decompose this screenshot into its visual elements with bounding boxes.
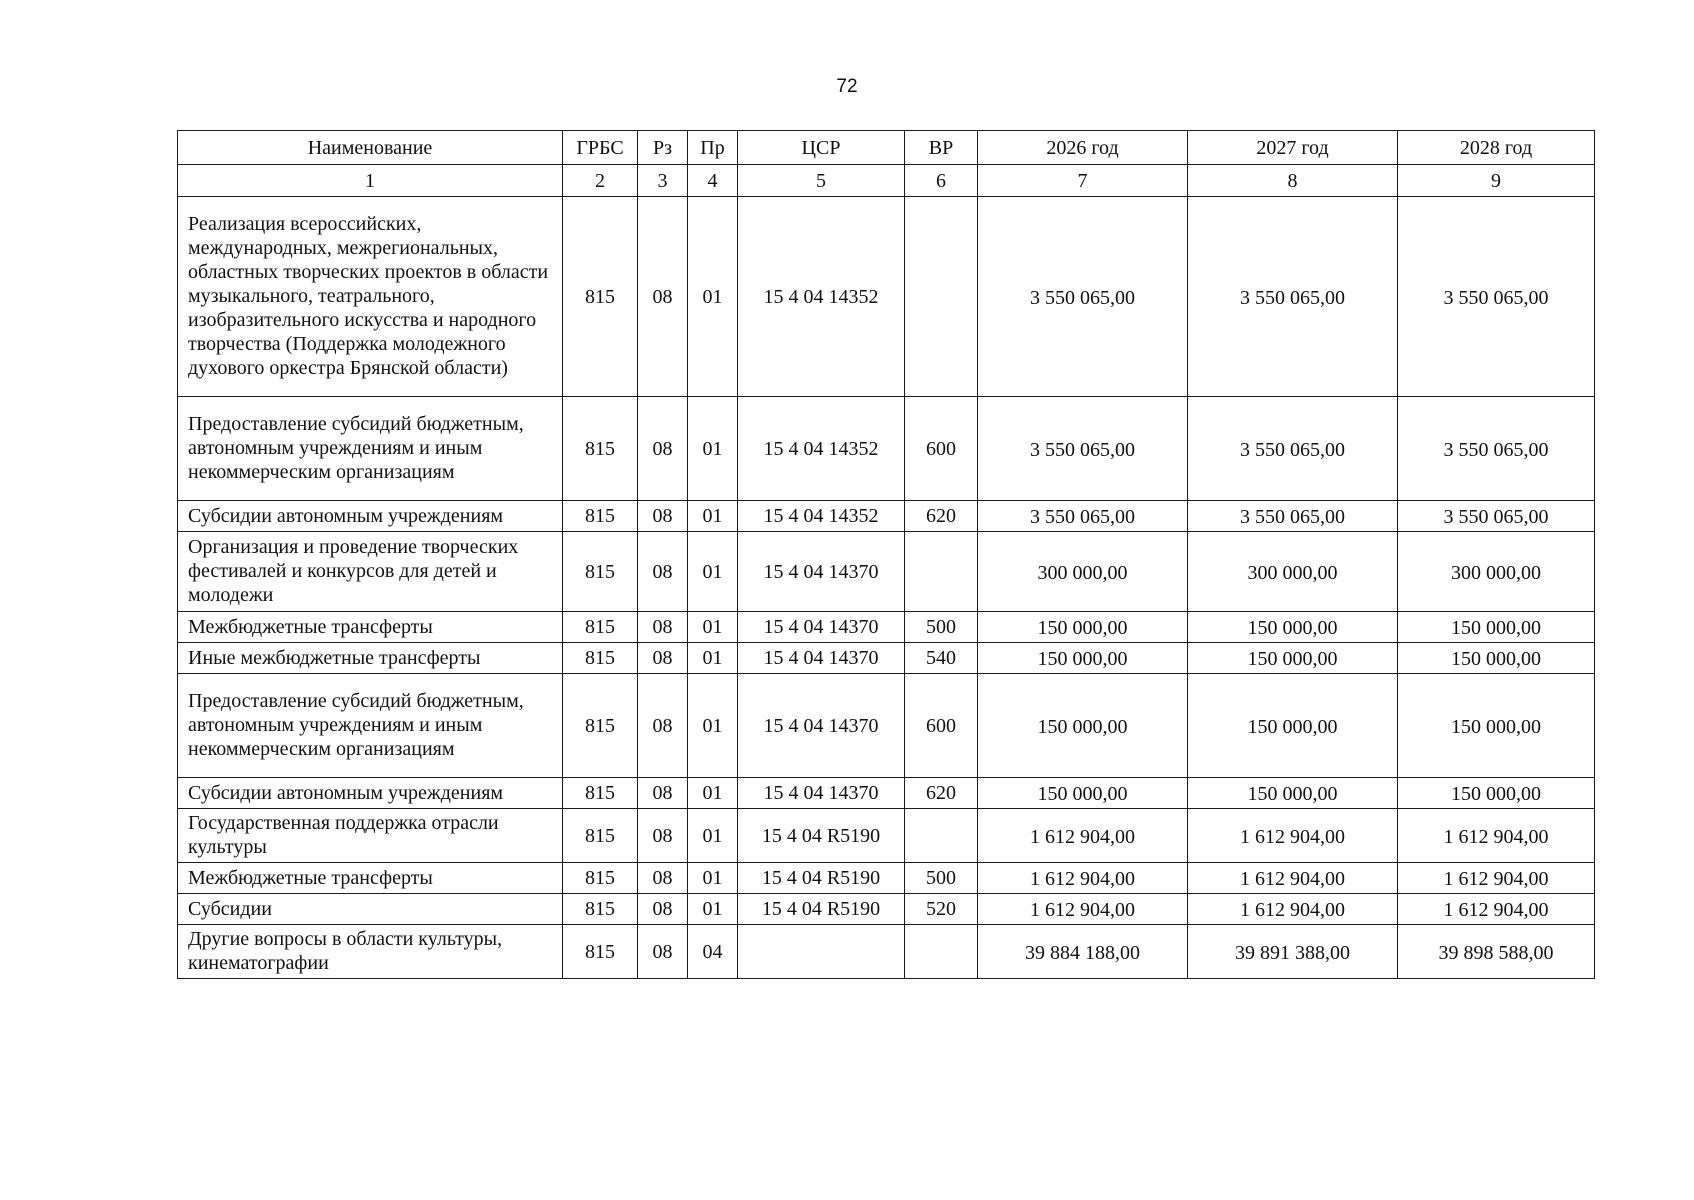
table-row [178, 809, 1595, 863]
row-pr: 04 [688, 925, 738, 979]
row-csr: 15 4 04 14370 [738, 612, 905, 643]
column-number: 2 [563, 165, 638, 197]
column-number: 9 [1398, 165, 1595, 197]
row-amount-2028: 3 550 065,00 [1398, 397, 1595, 501]
row-vr: 540 [905, 643, 978, 674]
row-csr [738, 925, 905, 979]
header-cell-2026: 2026 год [978, 131, 1188, 165]
row-grbs: 815 [563, 197, 638, 397]
row-amount-2028: 3 550 065,00 [1398, 501, 1595, 532]
row-grbs: 815 [563, 397, 638, 501]
table-row [178, 612, 1595, 643]
row-amount-2027: 150 000,00 [1188, 612, 1398, 643]
row-amount-2027: 3 550 065,00 [1188, 501, 1398, 532]
header-cell-name: Наименование [178, 131, 563, 165]
row-amount-2028: 150 000,00 [1398, 778, 1595, 809]
row-csr: 15 4 04 14370 [738, 532, 905, 612]
row-name: Реализация всероссийских, международных, межрегиональных, областных творческих проектов в области музыкального, театрального, изобразительного искусства и народного творчества (Поддержка молодежного духового оркестра Брянской области) [178, 197, 563, 397]
row-pr: 01 [688, 674, 738, 778]
row-pr: 01 [688, 863, 738, 894]
row-name: Субсидии автономным учреждениям [178, 501, 563, 532]
row-pr: 01 [688, 197, 738, 397]
row-grbs: 815 [563, 501, 638, 532]
row-amount-2028: 150 000,00 [1398, 643, 1595, 674]
row-pr: 01 [688, 778, 738, 809]
row-pr: 01 [688, 501, 738, 532]
row-amount-2026: 3 550 065,00 [978, 397, 1188, 501]
row-csr: 15 4 04 14370 [738, 778, 905, 809]
row-amount-2026: 150 000,00 [978, 643, 1188, 674]
table-row [178, 925, 1595, 979]
row-amount-2028: 1 612 904,00 [1398, 863, 1595, 894]
table-row [178, 778, 1595, 809]
table-row [178, 894, 1595, 925]
row-csr: 15 4 04 14370 [738, 674, 905, 778]
row-grbs: 815 [563, 894, 638, 925]
row-rz: 08 [638, 674, 688, 778]
row-grbs: 815 [563, 643, 638, 674]
row-amount-2027: 1 612 904,00 [1188, 894, 1398, 925]
row-amount-2026: 150 000,00 [978, 674, 1188, 778]
row-name: Субсидии автономным учреждениям [178, 778, 563, 809]
row-name: Другие вопросы в области культуры, кинематографии [178, 925, 563, 979]
row-vr [905, 809, 978, 863]
row-rz: 08 [638, 612, 688, 643]
row-csr: 15 4 04 R5190 [738, 863, 905, 894]
row-name: Предоставление субсидий бюджетным, автономным учреждениям и иным некоммерческим организациям [178, 674, 563, 778]
row-vr [905, 532, 978, 612]
row-amount-2027: 1 612 904,00 [1188, 863, 1398, 894]
row-name: Иные межбюджетные трансферты [178, 643, 563, 674]
row-csr: 15 4 04 14352 [738, 197, 905, 397]
row-pr: 01 [688, 809, 738, 863]
row-amount-2026: 1 612 904,00 [978, 894, 1188, 925]
row-pr: 01 [688, 532, 738, 612]
header-cell-grbs: ГРБС [563, 131, 638, 165]
page-number: 72 [836, 76, 858, 97]
header-row [178, 131, 1595, 165]
row-csr: 15 4 04 14352 [738, 397, 905, 501]
row-vr: 500 [905, 612, 978, 643]
row-pr: 01 [688, 643, 738, 674]
header-cell-2027: 2027 год [1188, 131, 1398, 165]
table-row [178, 674, 1595, 778]
row-amount-2028: 1 612 904,00 [1398, 809, 1595, 863]
row-amount-2027: 39 891 388,00 [1188, 925, 1398, 979]
column-number: 3 [638, 165, 688, 197]
row-csr: 15 4 04 R5190 [738, 894, 905, 925]
row-name: Межбюджетные трансферты [178, 612, 563, 643]
row-amount-2026: 150 000,00 [978, 612, 1188, 643]
row-csr: 15 4 04 14370 [738, 643, 905, 674]
row-csr: 15 4 04 14352 [738, 501, 905, 532]
row-amount-2028: 150 000,00 [1398, 674, 1595, 778]
row-amount-2028: 1 612 904,00 [1398, 894, 1595, 925]
row-pr: 01 [688, 397, 738, 501]
row-name: Организация и проведение творческих фестивалей и конкурсов для детей и молодежи [178, 532, 563, 612]
row-rz: 08 [638, 197, 688, 397]
row-amount-2026: 1 612 904,00 [978, 809, 1188, 863]
row-grbs: 815 [563, 532, 638, 612]
row-vr: 620 [905, 778, 978, 809]
row-amount-2028: 39 898 588,00 [1398, 925, 1595, 979]
column-number: 7 [978, 165, 1188, 197]
row-vr: 520 [905, 894, 978, 925]
row-amount-2028: 150 000,00 [1398, 612, 1595, 643]
row-amount-2026: 39 884 188,00 [978, 925, 1188, 979]
row-grbs: 815 [563, 674, 638, 778]
row-rz: 08 [638, 809, 688, 863]
row-amount-2026: 1 612 904,00 [978, 863, 1188, 894]
row-amount-2027: 1 612 904,00 [1188, 809, 1398, 863]
row-amount-2027: 3 550 065,00 [1188, 197, 1398, 397]
budget-table [177, 130, 1595, 979]
row-amount-2027: 150 000,00 [1188, 674, 1398, 778]
row-grbs: 815 [563, 612, 638, 643]
header-cell-rz: Рз [638, 131, 688, 165]
row-vr: 600 [905, 397, 978, 501]
row-rz: 08 [638, 643, 688, 674]
table-row [178, 397, 1595, 501]
row-grbs: 815 [563, 925, 638, 979]
row-name: Государственная поддержка отрасли культуры [178, 809, 563, 863]
header-cell-2028: 2028 год [1398, 131, 1595, 165]
row-amount-2028: 300 000,00 [1398, 532, 1595, 612]
column-number: 5 [738, 165, 905, 197]
row-pr: 01 [688, 612, 738, 643]
row-grbs: 815 [563, 863, 638, 894]
row-rz: 08 [638, 397, 688, 501]
row-vr: 600 [905, 674, 978, 778]
row-amount-2026: 3 550 065,00 [978, 501, 1188, 532]
column-number: 4 [688, 165, 738, 197]
table-row [178, 501, 1595, 532]
table-row [178, 532, 1595, 612]
row-rz: 08 [638, 863, 688, 894]
row-rz: 08 [638, 925, 688, 979]
row-vr: 500 [905, 863, 978, 894]
row-vr [905, 925, 978, 979]
column-number-row [178, 165, 1595, 197]
row-amount-2026: 3 550 065,00 [978, 197, 1188, 397]
row-grbs: 815 [563, 778, 638, 809]
table-row [178, 197, 1595, 397]
column-number: 8 [1188, 165, 1398, 197]
column-number: 6 [905, 165, 978, 197]
row-rz: 08 [638, 778, 688, 809]
row-name: Предоставление субсидий бюджетным, автономным учреждениям и иным некоммерческим организациям [178, 397, 563, 501]
row-amount-2027: 150 000,00 [1188, 778, 1398, 809]
row-csr: 15 4 04 R5190 [738, 809, 905, 863]
row-name: Межбюджетные трансферты [178, 863, 563, 894]
row-rz: 08 [638, 501, 688, 532]
header-cell-csr: ЦСР [738, 131, 905, 165]
row-amount-2028: 3 550 065,00 [1398, 197, 1595, 397]
row-amount-2026: 300 000,00 [978, 532, 1188, 612]
row-vr: 620 [905, 501, 978, 532]
row-vr [905, 197, 978, 397]
row-amount-2027: 3 550 065,00 [1188, 397, 1398, 501]
header-cell-pr: Пр [688, 131, 738, 165]
row-rz: 08 [638, 894, 688, 925]
table-row [178, 863, 1595, 894]
row-name: Субсидии [178, 894, 563, 925]
row-grbs: 815 [563, 809, 638, 863]
header-cell-vr: ВР [905, 131, 978, 165]
column-number: 1 [178, 165, 563, 197]
row-rz: 08 [638, 532, 688, 612]
row-pr: 01 [688, 894, 738, 925]
row-amount-2027: 300 000,00 [1188, 532, 1398, 612]
row-amount-2026: 150 000,00 [978, 778, 1188, 809]
table-row [178, 643, 1595, 674]
row-amount-2027: 150 000,00 [1188, 643, 1398, 674]
